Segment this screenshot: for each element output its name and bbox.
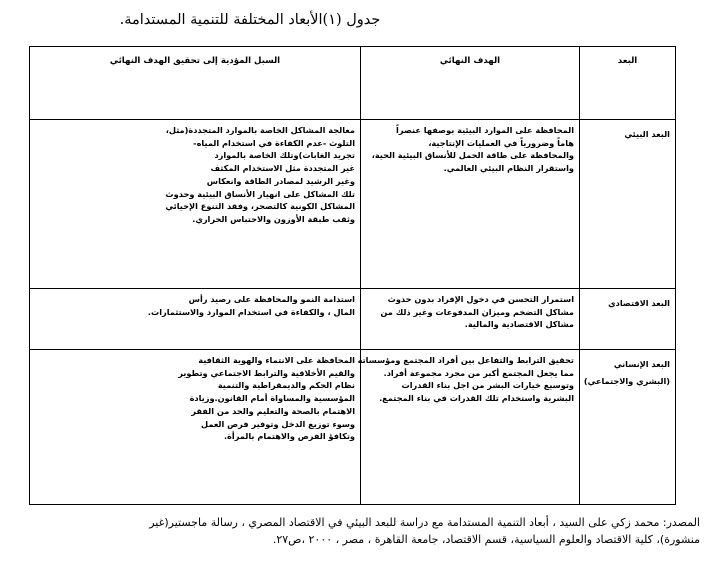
goal-cell (357, 350, 580, 505)
path-line: والقيم الأخلاقية والترابط الاجتماعي وتطوير (178, 367, 355, 378)
path-line: معالجة المشاكل الخاصة بالموارد المتجددة(مثل، (165, 125, 355, 135)
path-line: وتكافؤ الفرص والاهتمام بالمرأة. (223, 431, 355, 442)
path-line: المحافظة على الانتماء والهوية الثقافية (198, 355, 355, 365)
goal-line: والمحافظة على طاقة الحمل للأنساق البيئية الحية، (371, 150, 574, 161)
header-final-goal: الهدف النهائي (361, 47, 580, 120)
path-line: المؤسسية والمساواة أمام القانون.وزيادة (189, 393, 355, 404)
goal-line: واستقرار النظام البيئي العالمي. (443, 163, 574, 174)
paths-cell (30, 350, 361, 505)
goal-line: البشرية واستخدام تلك القدرات في بناء المجتمع. (379, 393, 574, 404)
paths-cell (30, 289, 361, 350)
paths-cell (30, 120, 361, 289)
dimension-cell (580, 120, 676, 289)
header-dimension: البعد (580, 47, 676, 120)
table-header-row (30, 47, 676, 120)
path-line: نظام الحكم والديمقراطية والتنمية (217, 380, 355, 391)
table-row (30, 120, 676, 289)
dimension-name: البعد الاقتصادي (608, 298, 670, 308)
dimension-cell (580, 350, 676, 505)
path-line: المشاكل الكونية كالتصحر، وفقد التنوع الإحيائي (165, 201, 355, 212)
goal-cell (361, 289, 580, 350)
path-line: وسوء توزيع الدخل وتوفير فرص العمل (201, 418, 355, 429)
path-line: المال ، والكفاءة في استخدام الموارد والاستثمارات. (147, 306, 355, 317)
path-line: غير المتجددة مثل الاستخدام المكثف (210, 163, 355, 174)
table-title: جدول (١)الأبعاد المختلفة للتنمية المستدامة. (119, 12, 381, 28)
source-line: المصدر: محمد زكي على السيد ، أبعاد التنمية المستدامة مع دراسة للبعد البيئي في الاقتصاد المصري ، رسالة ماجستير(غير (149, 516, 700, 529)
goal-cell (361, 120, 580, 289)
goal-line: المحافظة على الموارد البيئية بوصفها عنصراً (396, 125, 574, 135)
table-row (30, 350, 676, 505)
path-line: التلوث -عدم الكفاءة في استخدام المياه- (193, 137, 355, 148)
goal-line: استمرار التحسن في دخول الإفراد بدون حدوث (387, 294, 574, 304)
path-line: استدامة النمو والمحافظة على رصيد رأس (188, 294, 355, 304)
source-citation (10, 514, 700, 548)
source-line: منشورة)، كلية الاقتصاد والعلوم السياسية، قسم الاقتصاد، جامعة القاهرة ، مصر ، ٢٠٠٠ ،ص٢٧. (272, 533, 700, 547)
dimensions-table (29, 46, 676, 505)
path-line: وثقب طبقة الأوزون والاحتباس الحراري. (192, 213, 355, 224)
path-line: تجريد الغابات)وتلك الخاصة بالموارد (214, 150, 355, 161)
path-line: وغير الرشيد لمصادر الطاقة وانعكاس (206, 175, 355, 186)
dimension-cell (580, 289, 676, 350)
goal-line: تحقيق الترابط والتفاعل بين أفراد المجتمع ومؤسساته (357, 355, 574, 365)
path-line: الاهتمام بالصحة والتعليم والحد من الفقر (191, 405, 355, 416)
goal-line: مشاكل الاقتصادية والمالية. (464, 319, 574, 330)
goal-line: مما يجعل المجتمع أكبر من مجرد مجموعة أفراد. (383, 367, 574, 378)
goal-line: وتوسيع خيارات البشر من اجل بناء القدرات (401, 380, 574, 391)
header-paths: السبل المؤدية إلى تحقيق الهدف النهائي (30, 47, 361, 120)
goal-line: هاماً وضرورياً في العمليات الإنتاجية، (428, 137, 574, 148)
dimension-name: البعد البيئي (624, 129, 670, 139)
path-line: تلك المشاكل على انهيار الأنساق البيئية وحدوث (165, 188, 355, 199)
dimension-subname: (البشري والاجتماعي) (583, 375, 670, 386)
goal-line: مشاكل التضخم وميزان المدفوعات وغير ذلك من (380, 306, 574, 317)
table-row (30, 289, 676, 350)
dimension-name: البعد الإنساني (613, 359, 670, 369)
